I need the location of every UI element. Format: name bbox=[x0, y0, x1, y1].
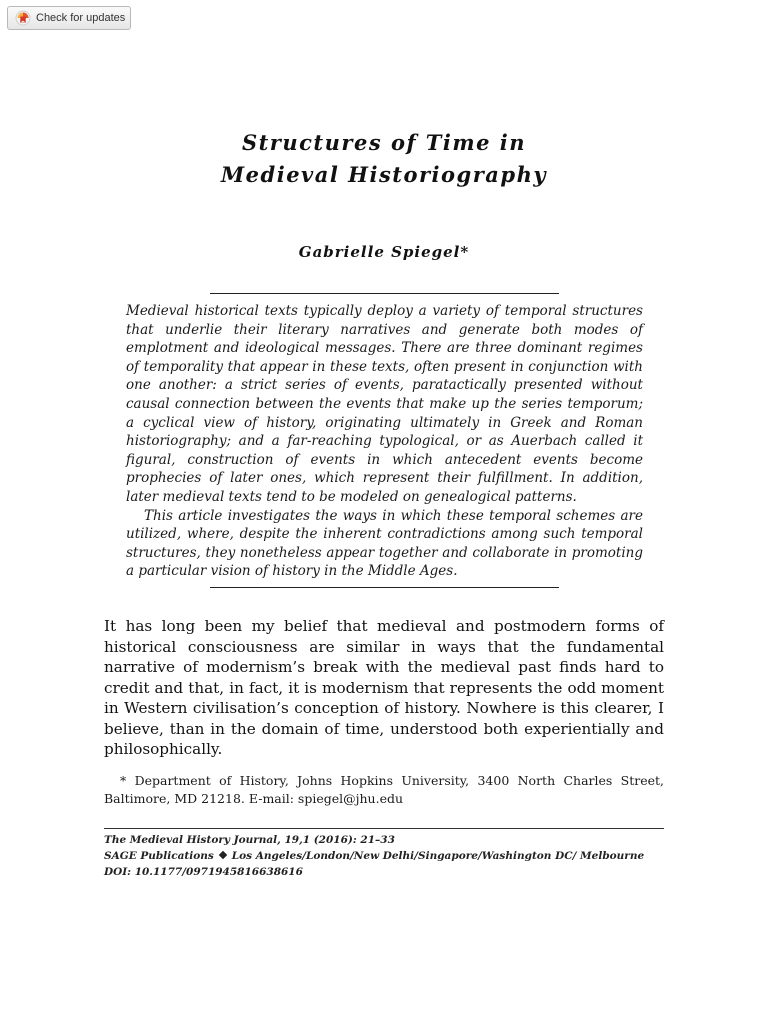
journal-locations: Los Angeles/London/New Delhi/Singapore/Washington DC/ Melbourne bbox=[231, 850, 645, 862]
journal-doi: DOI: 10.1177/0971945816638616 bbox=[104, 866, 303, 878]
footer-rule bbox=[104, 828, 664, 829]
abstract-top-rule bbox=[210, 293, 559, 294]
abstract-paragraph-2: This article investigates the ways in which these temporal schemes are utilized, where, despite the inherent contradictions among such temporal structures, they nonetheless appear together and collaborate in promoting a particular vision of history in the Middle Ages. bbox=[126, 507, 643, 580]
abstract-paragraph-1: Medieval historical texts typically deploy a variety of temporal structures that underlie their literary narratives and generate both modes of emplotment and ideological messages. There are three dominant regimes of temporality that appear in these texts, often present in conjunction with one another: a strict series of events, paratactically presented without causal connection between the events that make up the series temporum; a cyclical view of history, originating ultimately in Greek and Roman historiography; and a far-reaching typological, or as Auerbach called it figural, construction of events in which antecedent events become prophecies of later ones, which represent their fulfillment. In addition, later medieval texts tend to be modeled on genealogical patterns. bbox=[126, 303, 643, 505]
journal-publisher: SAGE Publications bbox=[104, 850, 214, 862]
journal-info bbox=[104, 832, 664, 880]
article-title-line-1: Structures of Time in bbox=[241, 130, 527, 155]
journal-publisher-line bbox=[104, 848, 664, 864]
check-for-updates-button[interactable] bbox=[7, 6, 131, 30]
abstract bbox=[126, 302, 643, 581]
abstract-bottom-rule bbox=[210, 587, 559, 588]
check-for-updates-label: Check for updates bbox=[36, 12, 126, 24]
diamond-icon bbox=[219, 851, 227, 859]
article-title-line-2: Medieval Historiography bbox=[220, 162, 548, 187]
author-name: Gabrielle Spiegel* bbox=[298, 243, 470, 261]
journal-citation: The Medieval History Journal, 19,1 (2016): 21–33 bbox=[104, 834, 395, 846]
author-footnote: * Department of History, Johns Hopkins University, 3400 North Charles Street, Baltimore, MD 21218. E-mail: spiegel@jhu.edu bbox=[104, 773, 664, 806]
crossmark-icon bbox=[14, 9, 32, 27]
body-paragraph-1: It has long been my belief that medieval and postmodern forms of historical consciousness are similar in ways that the fundamental narrative of modernism’s break with the medieval past finds hard to credit and that, in fact, it is modernism that represents the odd moment in Western civilisation’s conception of history. Nowhere is this clearer, I believe, than in the domain of time, understood both experientially and philosophically. bbox=[104, 617, 664, 758]
